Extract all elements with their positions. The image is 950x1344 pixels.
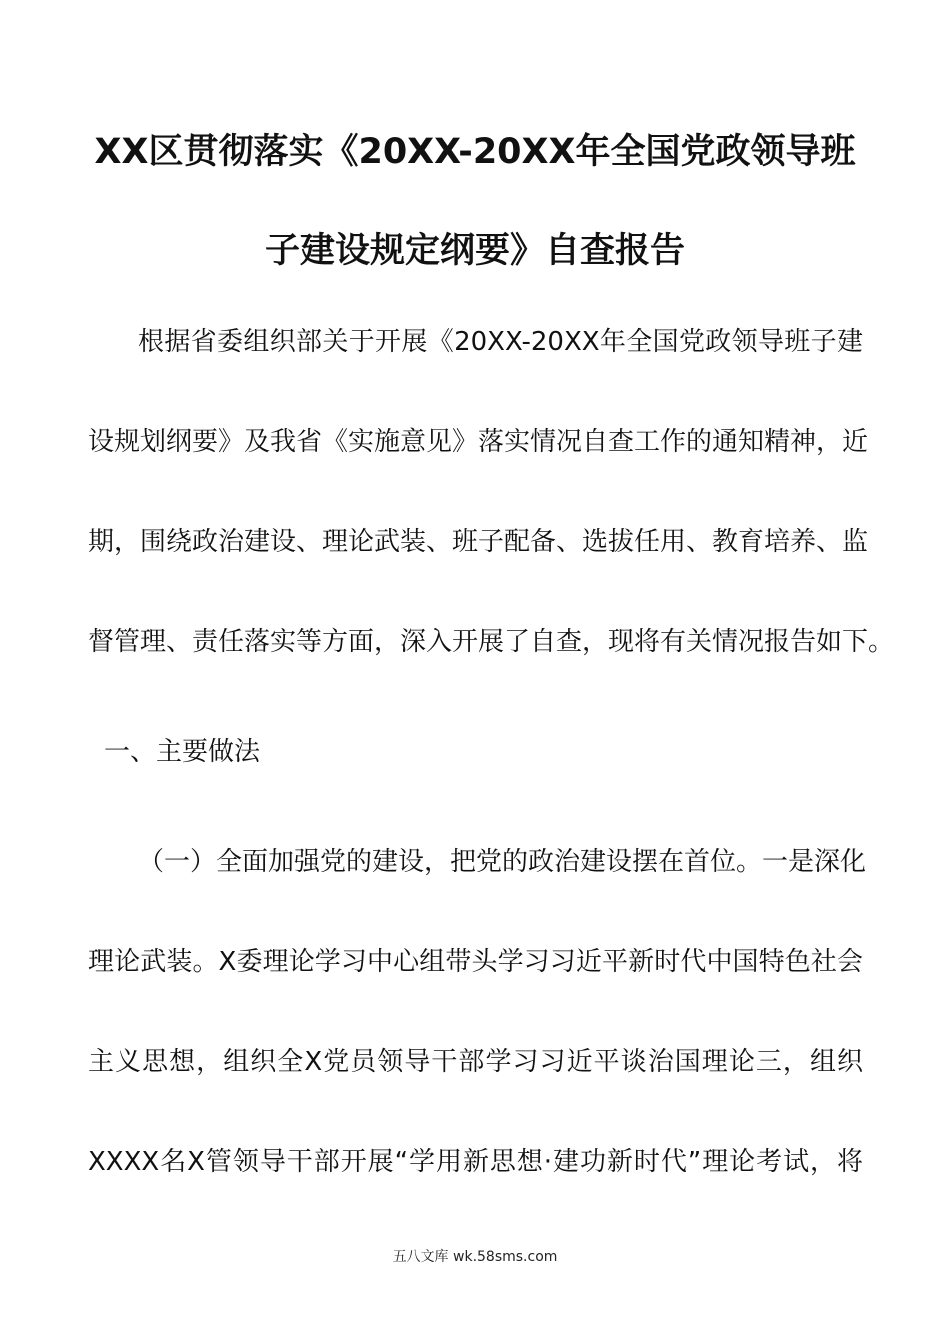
document-title-line-1: XX区贯彻落实《20XX-20XX年全国党政领导班 (94, 132, 856, 172)
paragraph-1-line-2: 设规划纲要》及我省《实施意见》落实情况自查工作的通知精神，近 (88, 427, 869, 457)
paragraph-1-line-3: 期，围绕政治建设、理论武装、班子配备、选拔任用、教育培养、监 (88, 527, 869, 557)
paragraph-2-line-4: XXXX名X管领导干部开展“学用新思想·建功新时代”理论考试，将 (88, 1147, 863, 1177)
section-heading: 一、主要做法 (104, 737, 261, 767)
page-footer-watermark: 五八文库 wk.58sms.com (392, 1249, 558, 1265)
paragraph-2-line-3: 主义思想，组织全X党员领导干部学习习近平谈治国理论三，组织 (88, 1047, 863, 1077)
paragraph-2-line-1: （一）全面加强党的建设，把党的政治建设摆在首位。一是深化 (138, 847, 867, 877)
paragraph-1-line-1: 根据省委组织部关于开展《20XX-20XX年全国党政领导班子建 (138, 327, 863, 357)
document-title-line-2: 子建设规定纲要》自查报告 (264, 231, 685, 271)
paragraph-2-line-2: 理论武装。X委理论学习中心组带头学习习近平新时代中国特色社会 (88, 947, 863, 977)
paragraph-1-line-4: 督管理、责任落实等方面，深入开展了自查，现将有关情况报告如下。 (88, 627, 895, 657)
